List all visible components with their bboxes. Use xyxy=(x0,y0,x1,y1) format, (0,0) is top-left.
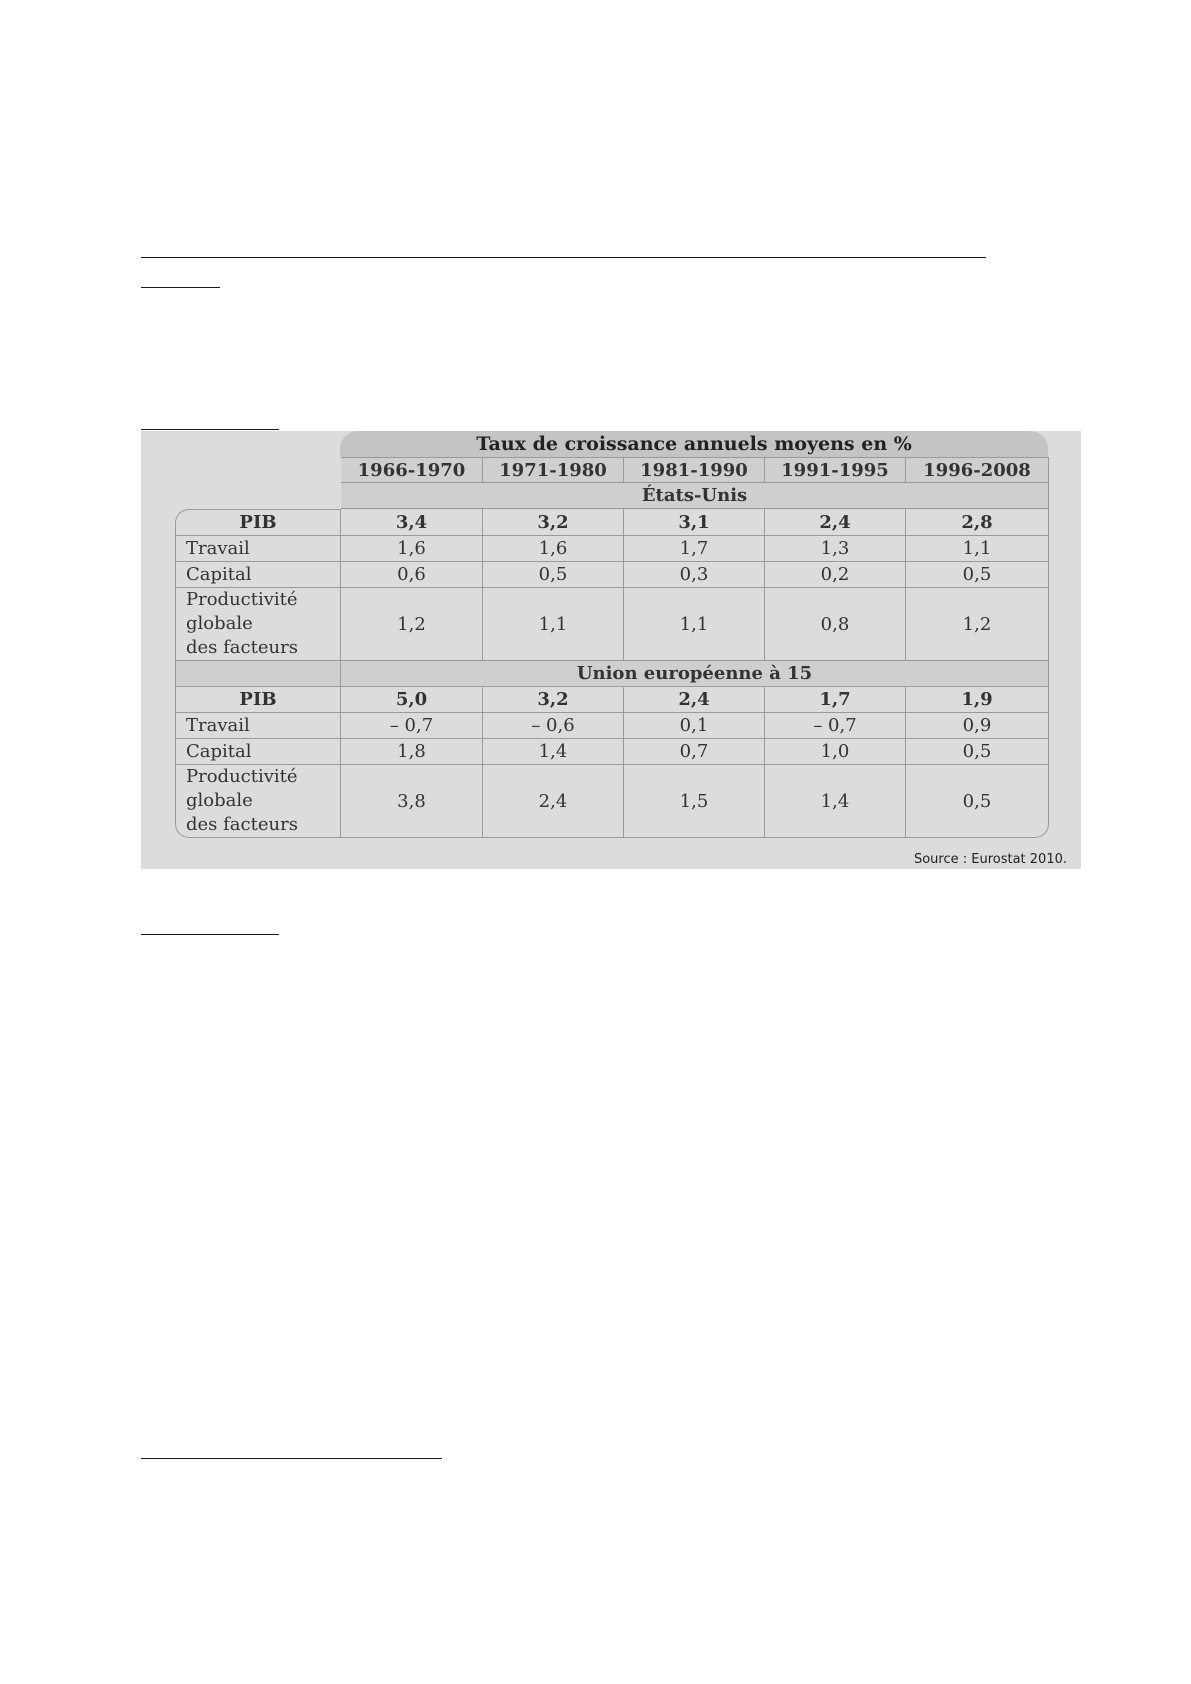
answer-line xyxy=(141,257,986,258)
row-label: Capital xyxy=(175,562,341,588)
table-cell: 0,5 xyxy=(906,562,1049,588)
table-row xyxy=(175,509,1049,536)
table-cell: 3,2 xyxy=(483,687,624,713)
table-cell: 1,1 xyxy=(906,536,1049,562)
section-underline xyxy=(141,934,279,935)
table-row xyxy=(175,765,1049,838)
period-header: 1966-1970 xyxy=(341,457,483,483)
table-cell: 5,0 xyxy=(341,687,483,713)
table-cell: 1,7 xyxy=(624,536,765,562)
table-cell: 0,9 xyxy=(906,713,1049,739)
table-cell: 1,4 xyxy=(483,739,624,765)
table-cell: 1,0 xyxy=(765,739,906,765)
table-cell: 0,2 xyxy=(765,562,906,588)
table-row xyxy=(175,588,1049,661)
table-cell: 2,4 xyxy=(765,509,906,536)
table-cell: 1,5 xyxy=(624,765,765,838)
table-cell: 1,1 xyxy=(483,588,624,661)
table-cell: 1,6 xyxy=(341,536,483,562)
source-note: Source : Eurostat 2010. xyxy=(913,852,1067,867)
row-label-line: globale xyxy=(186,790,253,811)
table-cell: 1,3 xyxy=(765,536,906,562)
table-row xyxy=(175,713,1049,739)
table-cell: – 0,7 xyxy=(341,713,483,739)
row-label xyxy=(175,765,341,838)
row-label-line: des facteurs xyxy=(186,637,298,658)
table-row xyxy=(175,536,1049,562)
table-cell: 3,4 xyxy=(341,509,483,536)
table-cell: 0,5 xyxy=(906,765,1049,838)
table-cell: 1,4 xyxy=(765,765,906,838)
region-spacer xyxy=(175,661,341,687)
table-cell: 0,8 xyxy=(765,588,906,661)
table-cell: 3,2 xyxy=(483,509,624,536)
table-cell: 0,1 xyxy=(624,713,765,739)
table-cell: 1,7 xyxy=(765,687,906,713)
growth-table-figure xyxy=(141,431,1081,869)
table-row xyxy=(175,562,1049,588)
row-label: Travail xyxy=(175,536,341,562)
table-cell: – 0,7 xyxy=(765,713,906,739)
row-label-line: des facteurs xyxy=(186,814,298,835)
period-header: 1991-1995 xyxy=(765,457,906,483)
table-cell: 2,4 xyxy=(624,687,765,713)
region-header-us: États-Unis xyxy=(341,483,1049,509)
region-header-eu: Union européenne à 15 xyxy=(341,661,1049,687)
section-underline xyxy=(141,429,279,430)
row-label-line: globale xyxy=(186,613,253,634)
period-header: 1981-1990 xyxy=(624,457,765,483)
row-label-line: Productivité xyxy=(186,589,298,610)
growth-table xyxy=(175,457,1049,838)
table-cell: 3,1 xyxy=(624,509,765,536)
table-cell: – 0,6 xyxy=(483,713,624,739)
table-cell: 3,8 xyxy=(341,765,483,838)
period-header: 1971-1980 xyxy=(483,457,624,483)
table-cell: 0,6 xyxy=(341,562,483,588)
period-header: 1996-2008 xyxy=(906,457,1049,483)
row-label: PIB xyxy=(175,509,341,536)
table-cell: 1,6 xyxy=(483,536,624,562)
table-title: Taux de croissance annuels moyens en % xyxy=(340,431,1048,457)
row-label: Travail xyxy=(175,713,341,739)
table-corner xyxy=(175,457,341,483)
table-cell: 2,4 xyxy=(483,765,624,838)
table-row xyxy=(175,739,1049,765)
table-cell: 2,8 xyxy=(906,509,1049,536)
table-cell: 1,9 xyxy=(906,687,1049,713)
answer-line xyxy=(141,287,220,288)
table-cell: 1,1 xyxy=(624,588,765,661)
table-cell: 1,8 xyxy=(341,739,483,765)
table-cell: 0,3 xyxy=(624,562,765,588)
row-label: PIB xyxy=(175,687,341,713)
row-label-line: Productivité xyxy=(186,766,298,787)
table-cell: 0,5 xyxy=(906,739,1049,765)
section-underline xyxy=(141,1458,442,1459)
table-cell: 1,2 xyxy=(906,588,1049,661)
table-cell: 0,7 xyxy=(624,739,765,765)
table-row xyxy=(175,687,1049,713)
table-cell: 0,5 xyxy=(483,562,624,588)
table-corner xyxy=(175,483,341,509)
row-label xyxy=(175,588,341,661)
table-cell: 1,2 xyxy=(341,588,483,661)
row-label: Capital xyxy=(175,739,341,765)
